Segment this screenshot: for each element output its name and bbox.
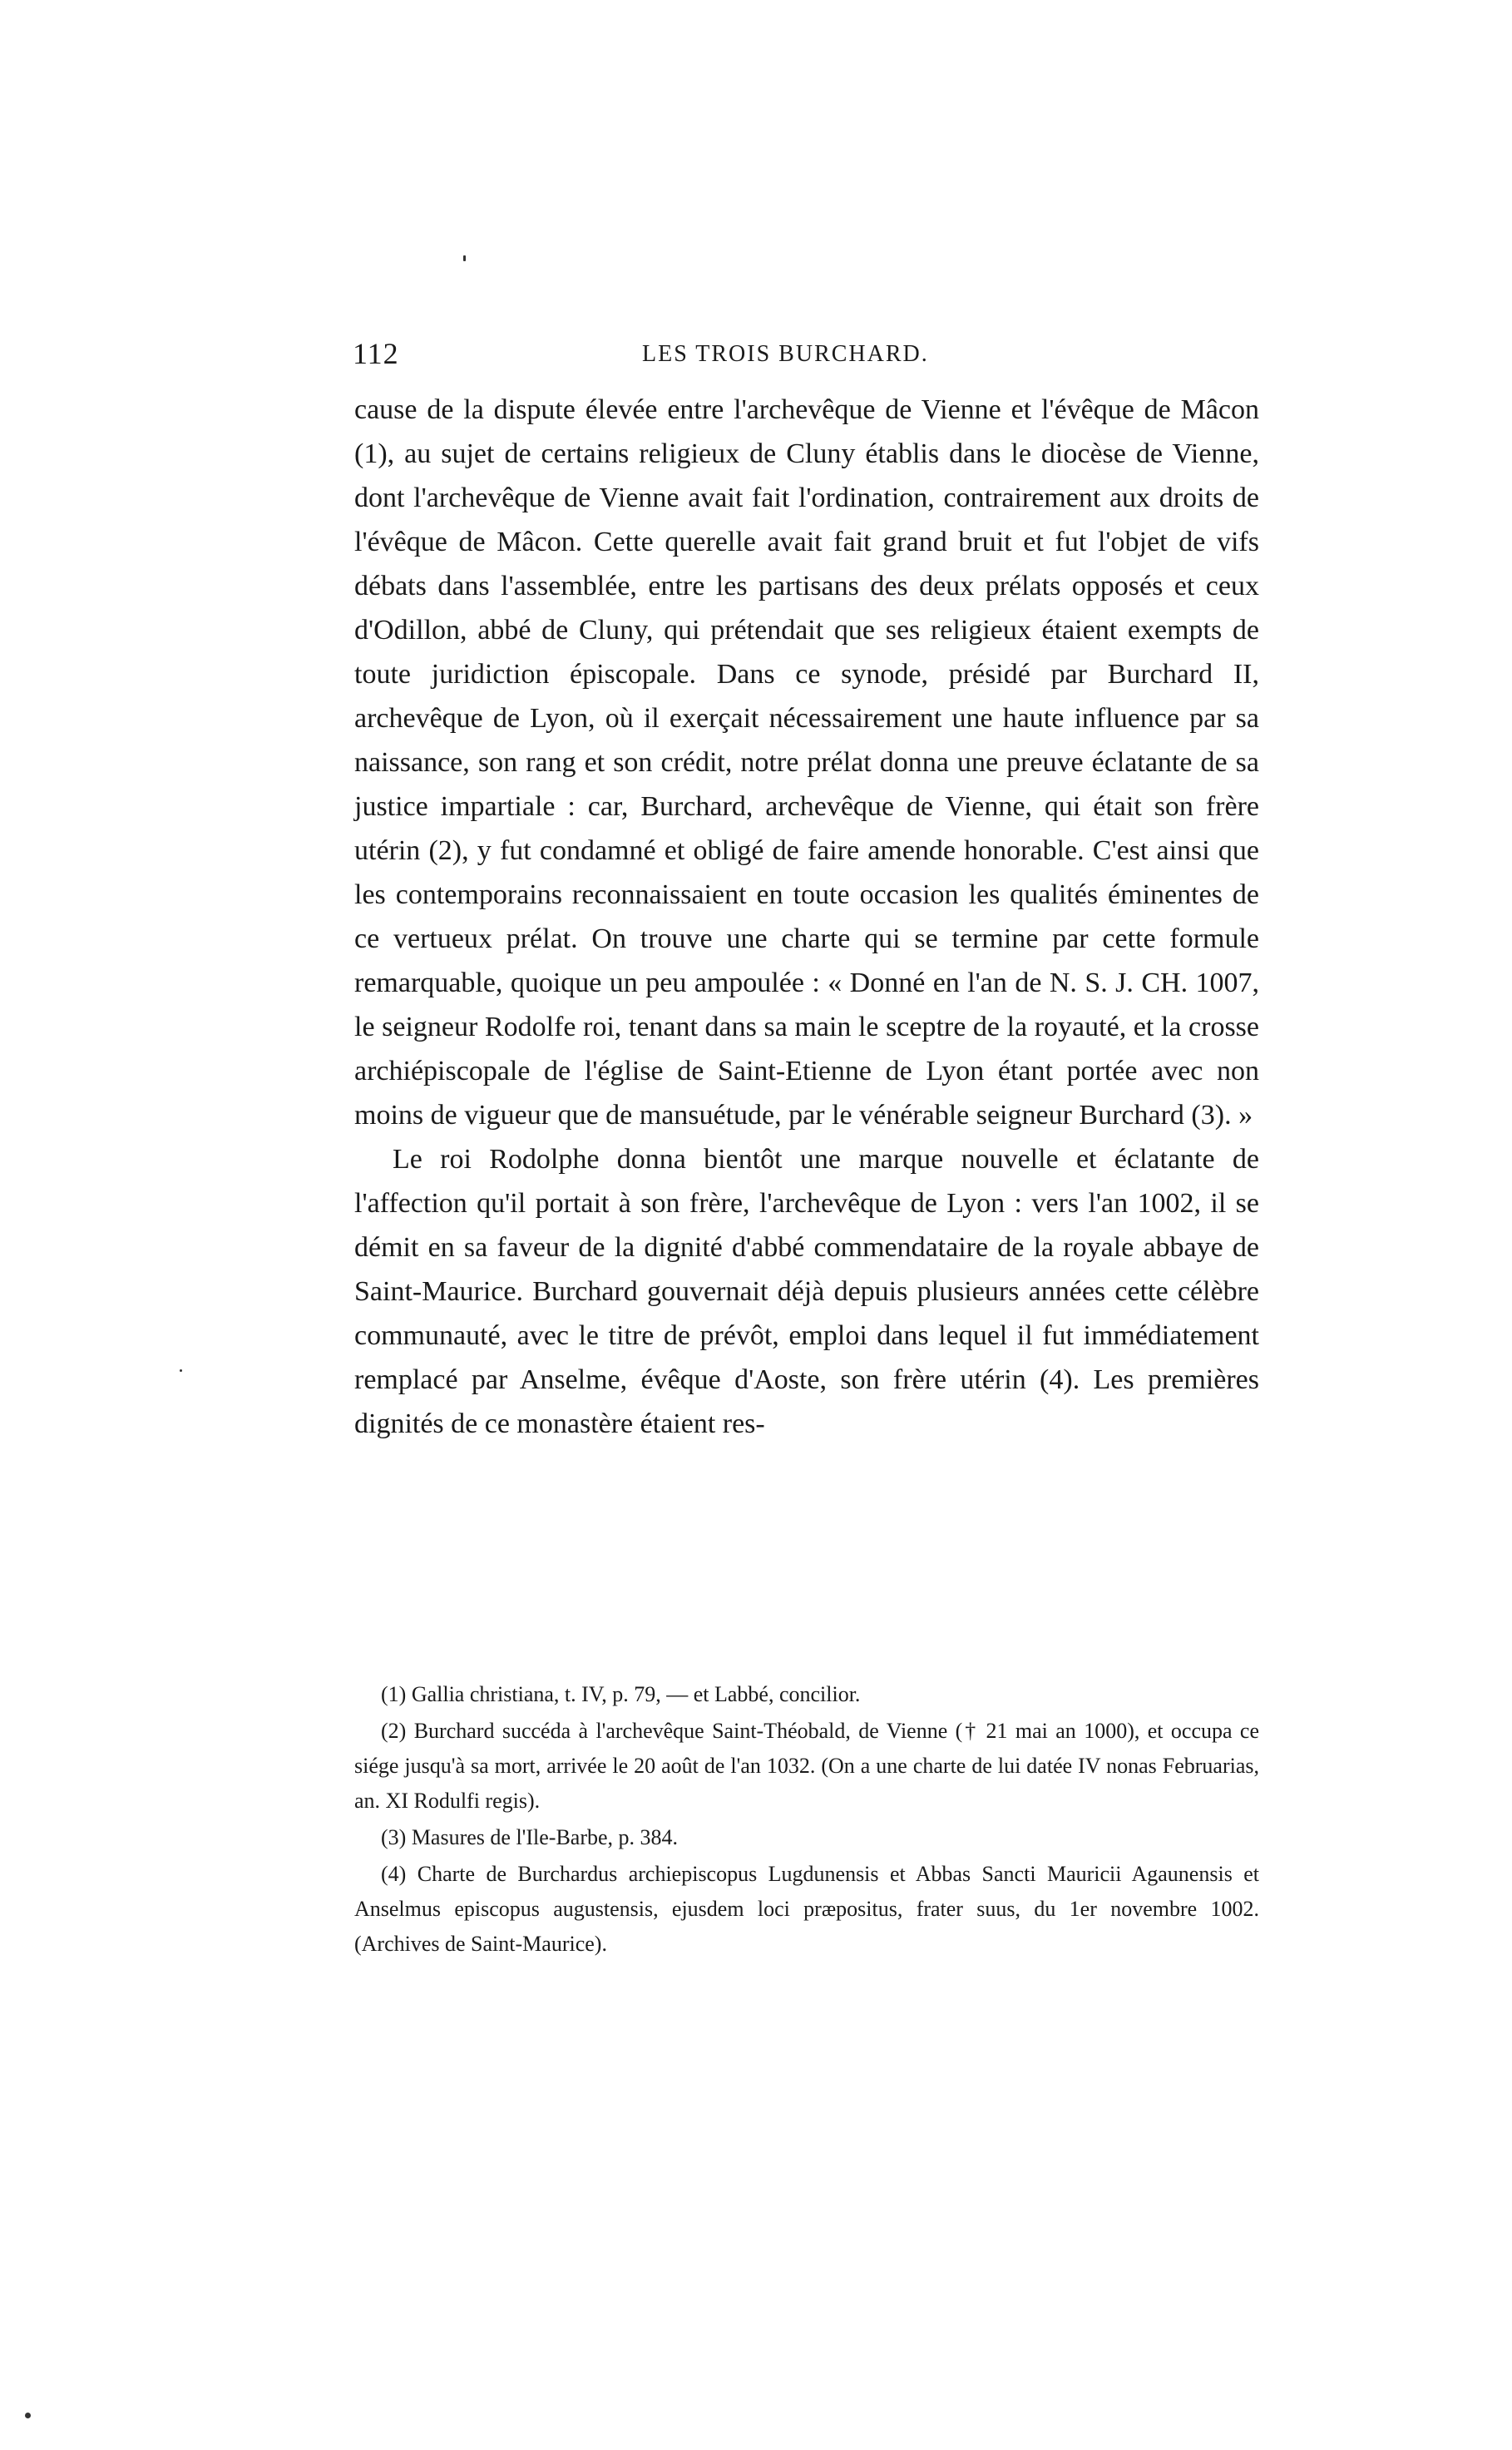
paragraph: cause de la dispute élevée entre l'archevêque de Vienne et l'évêque de Mâcon (1), au sujet de certains religieux de Cluny établis dans le diocèse de Vienne, dont l'archevêque de Vienne avait fait l'ordination, contrairement aux droits de l'évêque de Mâcon. Cette querelle avait fait grand bruit et fut l'objet de vifs débats dans l'assemblée, entre les partisans des deux prélats opposés et ceux d'Odillon, abbé de Cluny, qui prétendait que ses religieux étaient exempts de toute juridiction épiscopale. Dans ce synode, présidé par Burchard II, archevêque de Lyon, où il exerçait nécessairement une haute influence par sa naissance, son rang et son crédit, notre prélat donna une preuve éclatante de sa justice impartiale : car, Burchard, archevêque de Vienne, qui était son frère utérin (2), y fut condamné et obligé de faire amende honorable. C'est ainsi que les contemporains reconnaissaient en toute occasion les qualités éminentes de ce vertueux prélat. On trouve une charte qui se termine par cette formule remarquable, quoique un peu ampoulée : « Donné en l'an de N. S. J. CH. 1007, le seigneur Rodolfe roi, tenant dans sa main le sceptre de la royauté, et la crosse archiépiscopale de l'église de Saint-Etienne de Lyon étant portée avec non moins de vigueur que de mansuétude, par le vénérable seigneur Burchard (3). »	[354, 394, 1259, 1131]
footnotes	[354, 1677, 1259, 1963]
footnote-2: (2) Burchard succéda à l'archevêque Saint-Théobald, de Vienne († 21 mai an 1000), et occupa ce siége jusqu'à sa mort, arrivée le 20 août de l'an 1032. (On a une charte de lui datée IV nonas Februarias, an. XI Rodulfi regis).	[354, 1719, 1259, 1813]
page-header	[353, 336, 1259, 386]
page-number: 112	[353, 337, 399, 370]
main-text	[354, 388, 1259, 1446]
ink-speck	[180, 1369, 182, 1372]
running-title: LES TROIS BURCHARD.	[642, 341, 929, 367]
paragraph: Le roi Rodolphe donna bientôt une marque nouvelle et éclatante de l'affection qu'il portait à son frère, l'archevêque de Lyon : vers l'an 1002, il se démit en sa faveur de la dignité d'abbé commendataire de la royale abbaye de Saint-Maurice. Burchard gouvernait déjà depuis plusieurs années cette célèbre communauté, avec le titre de prévôt, emploi dans lequel il fut immédiatement remplacé par Anselme, évêque d'Aoste, son frère utérin (4). Les premières dignités de ce monastère étaient res-	[354, 1144, 1259, 1439]
footnote-4: (4) Charte de Burchardus archiepiscopus Lugdunensis et Abbas Sancti Mauricii Agaunensis et Anselmus episcopus augustensis, ejusdem loci præpositus, frater suus, du 1er novembre 1002. (Archives de Saint-Maurice).	[354, 1862, 1259, 1956]
footnote-1: (1) Gallia christiana, t. IV, p. 79, — et Labbé, concilior.	[381, 1682, 861, 1706]
footnote-3: (3) Masures de l'Ile-Barbe, p. 384.	[381, 1825, 679, 1849]
ink-speck	[25, 2413, 31, 2418]
ink-speck	[463, 255, 466, 261]
